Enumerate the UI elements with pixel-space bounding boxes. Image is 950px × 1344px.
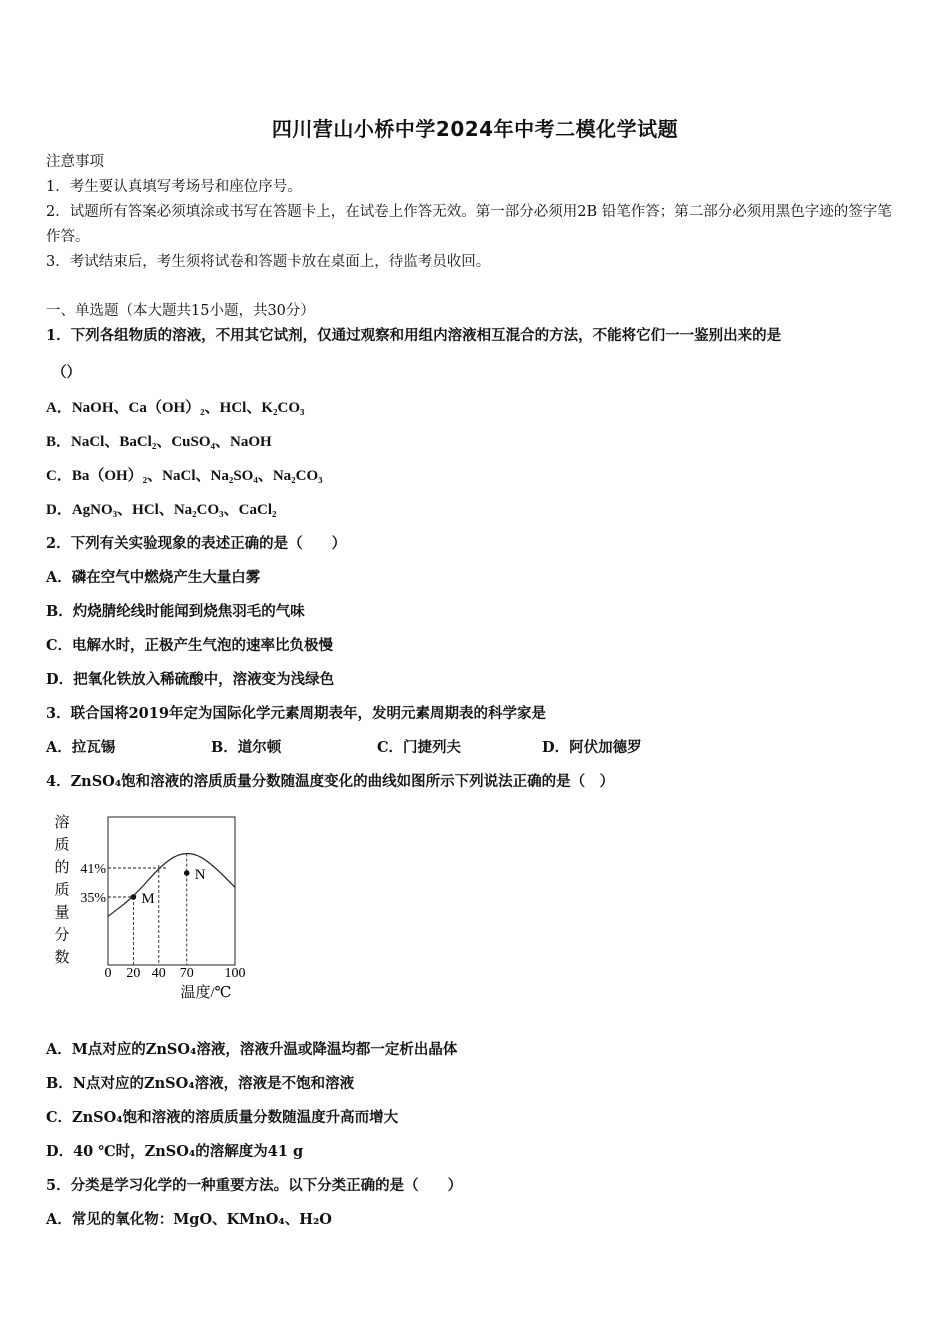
q1-option-c: C．Ba（OH）₂、NaCl、Na₂SO₄、Na₂CO₃ [46, 468, 323, 484]
svg-text:溶质的质量分数: 溶质的质量分数 [54, 815, 70, 966]
q1-option-d: D．AgNO₃、HCl、Na₂CO₃、CaCl₂ [46, 502, 277, 518]
question-2-stem: 2．下列有关实验现象的表述正确的是（ ） [46, 535, 347, 552]
point-label-m: M [141, 891, 155, 907]
notice-item: 3．考试结束后，考生须将试卷和答题卡放在桌面上，待监考员收回。 [46, 254, 491, 270]
y-axis-label [54, 814, 69, 966]
question-1-stem: 1．下列各组物质的溶液，不用其它试剂，仅通过观察和用组内溶液相互混合的方法，不能将它们一一鉴别出来的是 [46, 327, 782, 344]
x-tick-label: 100 [224, 966, 246, 981]
notice-item: 1．考生要认真填写考场号和座位序号。 [46, 179, 302, 195]
q2-option-a: A．磷在空气中燃烧产生大量白雾 [46, 569, 261, 586]
q2-option-b: B．灼烧腈纶线时能闻到烧焦羽毛的气味 [46, 603, 305, 620]
q3-option-c: C．门捷列夫 [377, 739, 462, 756]
x-tick-label: 0 [104, 966, 112, 981]
x-tick-label: 70 [179, 966, 194, 981]
x-tick-label: 20 [126, 966, 141, 981]
q3-option-a: A．拉瓦锡 [46, 739, 116, 756]
q4-option-b: B．N点对应的ZnSO₄溶液，溶液是不饱和溶液 [46, 1075, 355, 1092]
x-axis-label: 温度/℃ [180, 985, 232, 1001]
notice-heading: 注意事项 [46, 154, 104, 170]
page-title: 四川营山小桥中学2024年中考二模化学试题 [271, 117, 679, 141]
question-5-stem: 5．分类是学习化学的一种重要方法。以下分类正确的是（ ） [46, 1177, 463, 1194]
data-point-m [131, 894, 137, 900]
section-heading: 一、单选题（本大题共15小题，共30分） [46, 303, 315, 319]
notice-item: 2．试题所有答案必须填涂或书写在答题卡上，在试卷上作答无效。第一部分必须用2B 铅笔作答；第二部分必须用黑色字迹的签字笔作答。 [46, 204, 892, 245]
q1-option-a: A．NaOH、Ca（OH）₂、HCl、K₂CO₃ [46, 400, 305, 416]
q4-option-a: A．M点对应的ZnSO₄溶液，溶液升温或降温均都一定析出晶体 [46, 1041, 458, 1058]
y-tick-label: 41% [80, 862, 106, 877]
q4-option-c: C．ZnSO₄饱和溶液的溶质质量分数随温度升高而增大 [46, 1109, 399, 1126]
q4-option-d: D．40 ℃时，ZnSO₄的溶解度为41 g [46, 1143, 304, 1160]
q5-option-a: A．常见的氧化物：MgO、KMnO₄、H₂O [46, 1211, 332, 1228]
plot-frame [108, 817, 235, 965]
solubility-curve [108, 854, 235, 917]
q2-option-c: C．电解水时，正极产生气泡的速率比负极慢 [46, 637, 334, 654]
solubility-chart [40, 805, 270, 1010]
q3-option-d: D．阿伏加德罗 [542, 739, 642, 756]
q1-option-b: B．NaCl、BaCl₂、CuSO₄、NaOH [46, 434, 272, 450]
q2-option-d: D．把氧化铁放入稀硫酸中，溶液变为浅绿色 [46, 671, 335, 688]
point-label-n: N [194, 867, 206, 883]
question-1-paren: （） [52, 364, 81, 381]
x-tick-label: 40 [151, 966, 166, 981]
question-3-stem: 3．联合国将2019年定为国际化学元素周期表年，发明元素周期表的科学家是 [46, 705, 546, 722]
question-4-stem: 4．ZnSO₄饱和溶液的溶质质量分数随温度变化的曲线如图所示下列说法正确的是（ ） [46, 773, 615, 790]
q3-option-b: B．道尔顿 [211, 739, 282, 756]
data-point-n [184, 870, 190, 876]
y-tick-label: 35% [80, 891, 106, 906]
